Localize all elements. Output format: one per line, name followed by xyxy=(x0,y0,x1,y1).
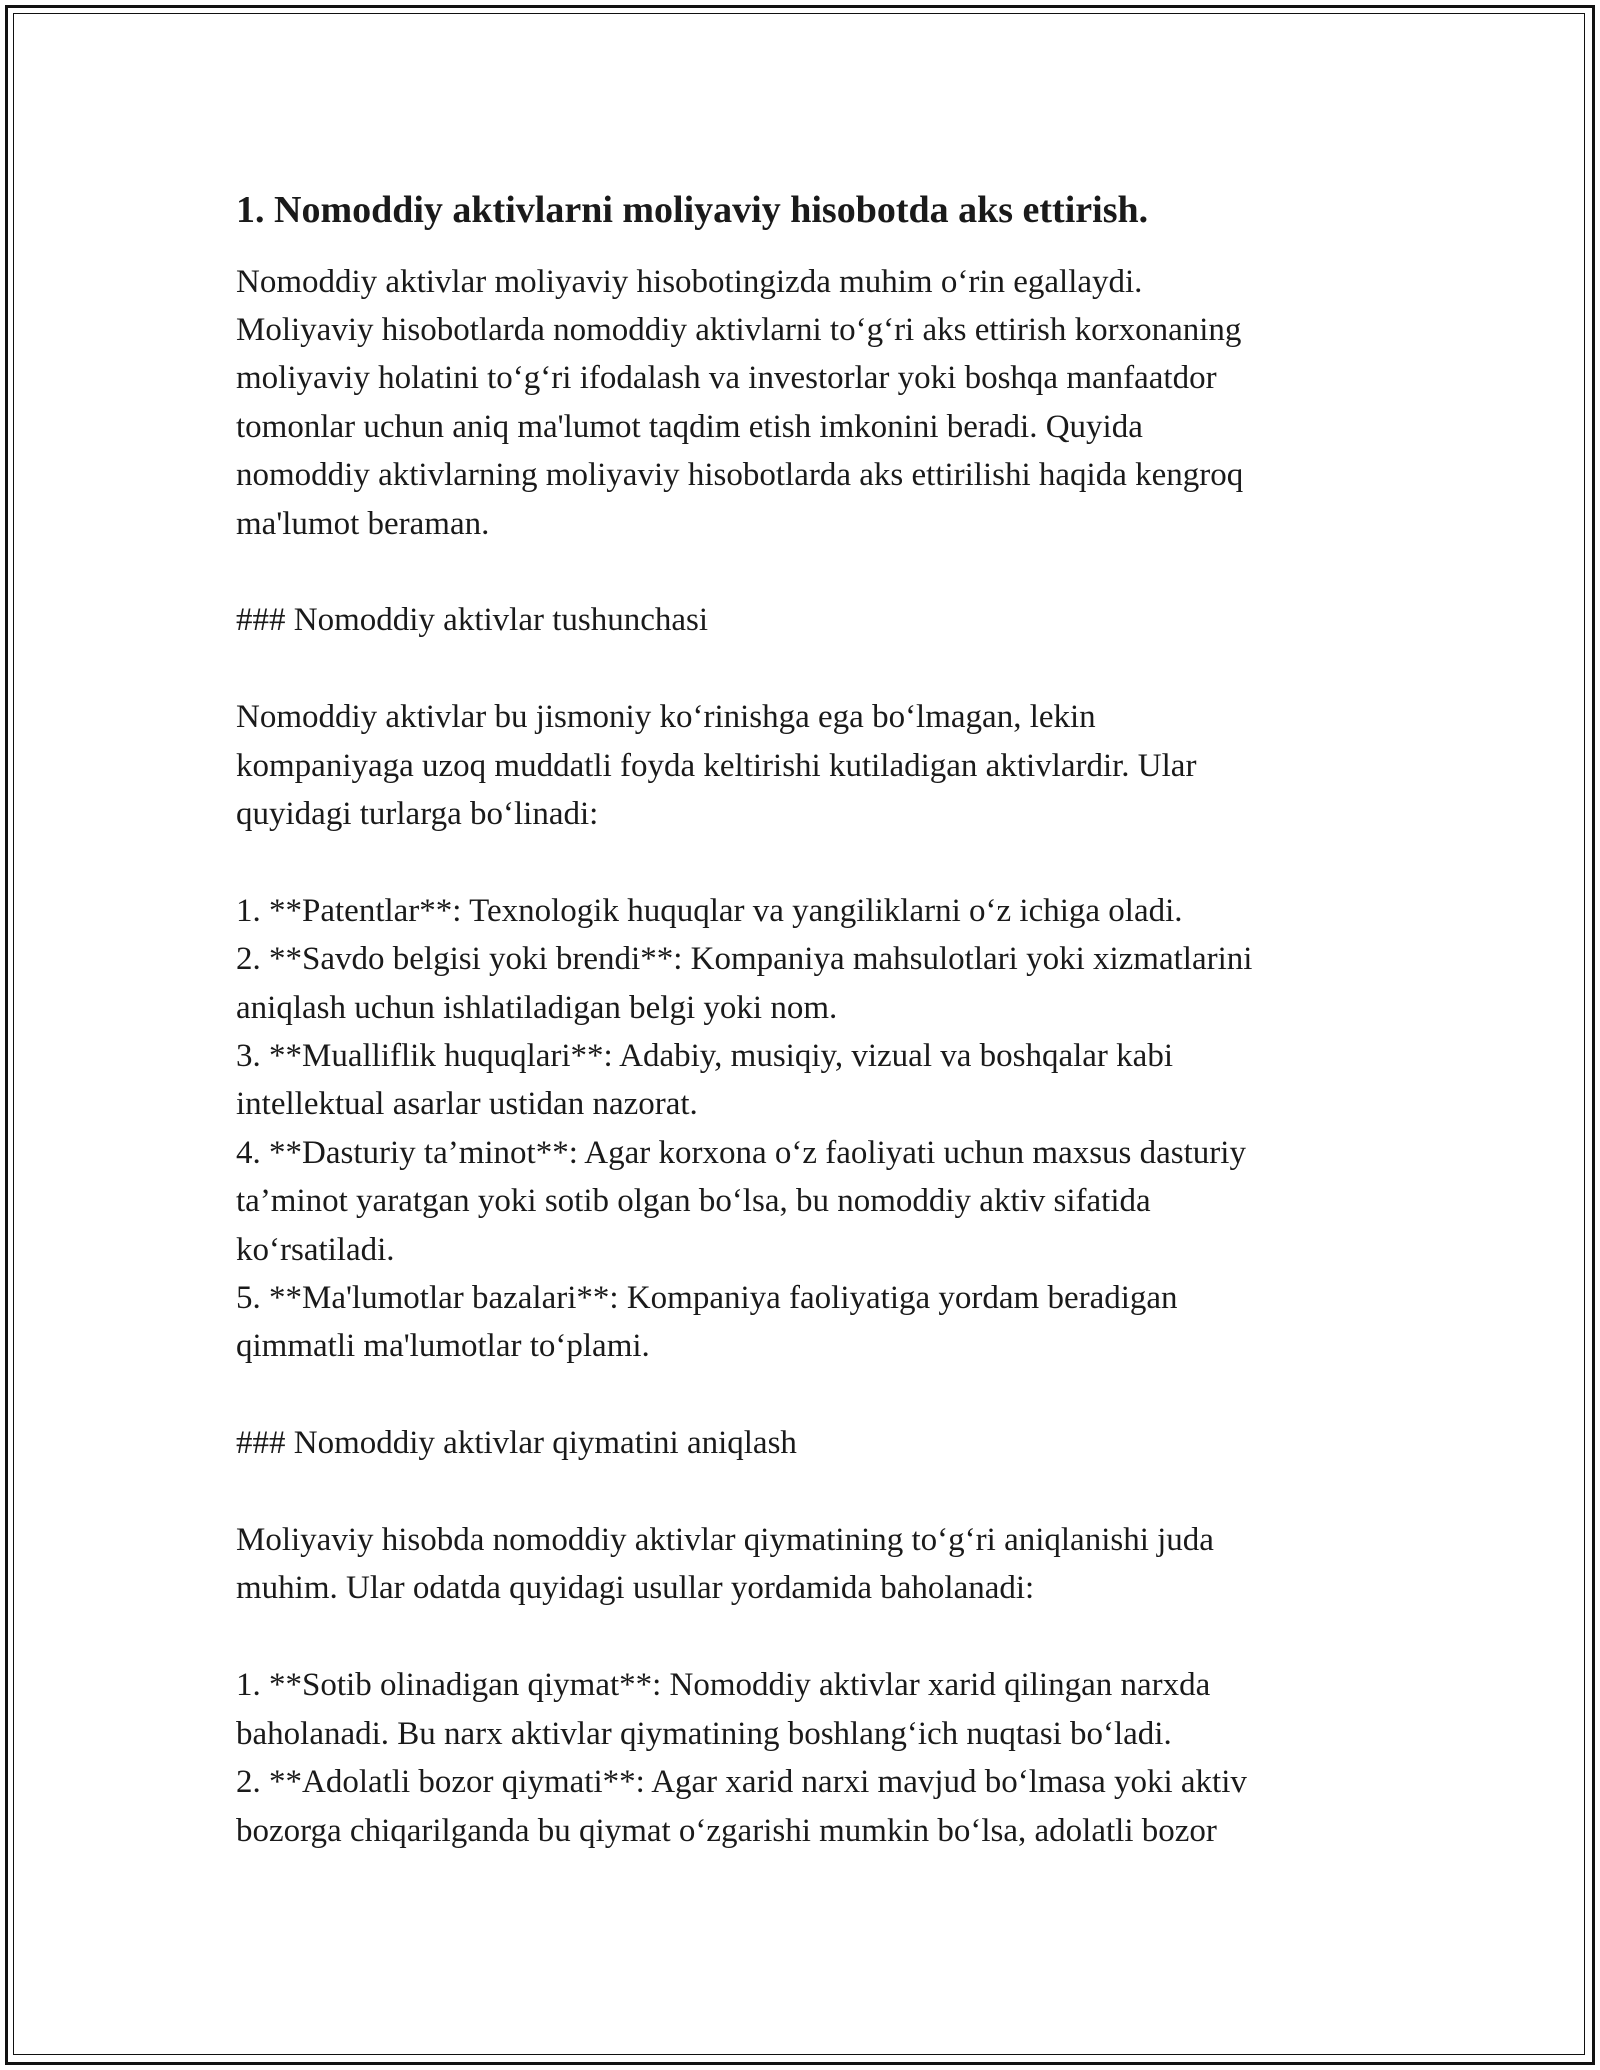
text-line: Nomoddiy aktivlar bu jismoniy ko‘rinishga ega bo‘lmagan, lekin xyxy=(236,699,1096,736)
intro-paragraph xyxy=(236,258,1376,548)
section2-list xyxy=(236,1661,1376,1855)
text-line: kompaniyaga uzoq muddatli foyda keltirishi kutiladigan aktivlardir. Ular xyxy=(236,747,1197,784)
section1-paragraph xyxy=(236,693,1376,838)
section2-paragraph xyxy=(236,1516,1376,1613)
list-item: 1. **Sotib olinadigan qiymat**: Nomoddiy aktivlar xarid qilingan narxda xyxy=(236,1667,1211,1704)
blank-line xyxy=(236,548,1376,596)
list-item: 2. **Adolatli bozor qiymati**: Agar xarid narxi mavjud bo‘lmasa yoki aktiv xyxy=(236,1764,1247,1801)
section-heading: ### Nomoddiy aktivlar qiymatini aniqlash xyxy=(236,1425,797,1462)
list-item: 5. **Ma'lumotlar bazalari**: Kompaniya faoliyatiga yordam beradigan xyxy=(236,1280,1178,1317)
list-item: 4. **Dasturiy ta’minot**: Agar korxona o‘z faoliyati uchun maxsus dasturiy xyxy=(236,1134,1246,1171)
text-line: moliyaviy holatini to‘g‘ri ifodalash va investorlar yoki boshqa manfaatdor xyxy=(236,360,1217,397)
text-line: ma'lumot beraman. xyxy=(236,505,490,542)
section1-list xyxy=(236,887,1376,1371)
blank-line xyxy=(236,838,1376,886)
blank-line xyxy=(236,1468,1376,1516)
list-item: 1. **Patentlar**: Texnologik huquqlar va yangiliklarni o‘z ichiga oladi. xyxy=(236,892,1183,929)
document-title: 1. Nomoddiy aktivlarni moliyaviy hisobotda aks ettirish. xyxy=(236,189,1149,231)
text-line: muhim. Ular odatda quyidagi usullar yordamida baholanadi: xyxy=(236,1570,1035,1607)
list-item: 3. **Mualliflik huquqlari**: Adabiy, musiqiy, vizual va boshqalar kabi xyxy=(236,1038,1173,1075)
list-item-continuation: baholanadi. Bu narx aktivlar qiymatining boshlang‘ich nuqtasi bo‘ladi. xyxy=(236,1715,1172,1752)
list-item-continuation: ta’minot yaratgan yoki sotib olgan bo‘lsa, bu nomoddiy aktiv sifatida xyxy=(236,1183,1151,1220)
text-line: quyidagi turlarga bo‘linadi: xyxy=(236,796,599,833)
list-item-continuation: qimmatli ma'lumotlar to‘plami. xyxy=(236,1328,650,1365)
list-item-continuation: aniqlash uchun ishlatiladigan belgi yoki nom. xyxy=(236,989,838,1026)
section-heading: ### Nomoddiy aktivlar tushunchasi xyxy=(236,602,709,639)
blank-line xyxy=(236,1613,1376,1661)
document-body xyxy=(236,188,1376,1855)
list-item-continuation: intellektual asarlar ustidan nazorat. xyxy=(236,1086,698,1123)
text-line: Moliyaviy hisobotlarda nomoddiy aktivlarni to‘g‘ri aks ettirish korxonaning xyxy=(236,312,1242,348)
list-item-continuation: ko‘rsatiladi. xyxy=(236,1231,395,1268)
text-line: tomonlar uchun aniq ma'lumot taqdim etish imkonini beradi. Quyida xyxy=(236,408,1143,445)
blank-line xyxy=(236,645,1376,693)
text-line: Moliyaviy hisobda nomoddiy aktivlar qiymatining to‘g‘ri aniqlanishi juda xyxy=(236,1522,1214,1559)
text-line: Nomoddiy aktivlar moliyaviy hisobotingizda muhim o‘rin egallaydi. xyxy=(236,263,1143,300)
list-item: 2. **Savdo belgisi yoki brendi**: Kompaniya mahsulotlari yoki xizmatlarini xyxy=(236,941,1253,978)
blank-line xyxy=(236,1371,1376,1419)
text-line: nomoddiy aktivlarning moliyaviy hisobotlarda aks ettirilishi haqida kengroq xyxy=(236,457,1244,494)
list-item-continuation: bozorga chiqarilganda bu qiymat o‘zgarishi mumkin bo‘lsa, adolatli bozor xyxy=(236,1812,1217,1849)
